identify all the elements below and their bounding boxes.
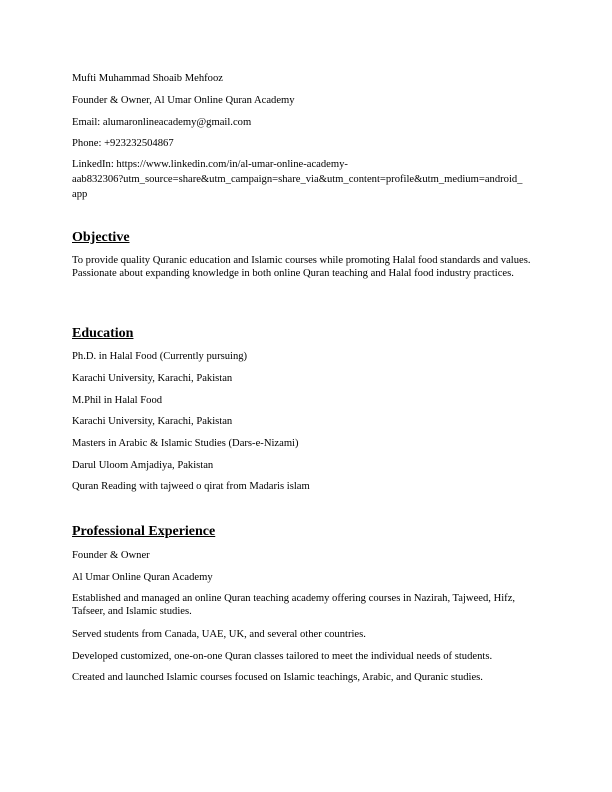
objective-text: To provide quality Quranic education and Islamic courses while promoting Halal food standards and values. Passionate about expanding knowledge in both online Quran teaching and Halal food industry practices. [72,255,531,279]
experience-role: Founder & Owner [72,550,150,561]
contact-linkedin-line-1: LinkedIn: https://www.linkedin.com/in/al-umar-online-academy- [72,159,348,170]
experience-heading: Professional Experience [72,524,216,539]
education-item: Darul Uloom Amjadiya, Pakistan [72,460,214,471]
contact-linkedin-line-2: aab832306?utm_source=share&utm_campaign=share_via&utm_content=profile&utm_medium=android_ [72,174,523,185]
education-item: M.Phil in Halal Food [72,395,163,406]
experience-item: Developed customized, one-on-one Quran classes tailored to meet the individual needs of students. [72,651,493,662]
contact-linkedin-line-3: app [72,189,88,200]
education-item: Masters in Arabic & Islamic Studies (Dars-e-Nizami) [72,438,299,449]
education-item: Karachi University, Karachi, Pakistan [72,373,233,384]
experience-organization: Al Umar Online Quran Academy [72,572,213,583]
contact-phone: Phone: +923232504867 [72,138,174,149]
education-item: Ph.D. in Halal Food (Currently pursuing) [72,351,248,362]
education-item: Karachi University, Karachi, Pakistan [72,416,233,427]
experience-item: Served students from Canada, UAE, UK, and several other countries. [72,629,366,640]
education-item: Quran Reading with tajweed o qirat from Madaris islam [72,481,310,492]
experience-item: Created and launched Islamic courses focused on Islamic teachings, Arabic, and Quranic studies. [72,672,483,683]
objective-heading: Objective [72,230,130,245]
experience-item: Established and managed an online Quran teaching academy offering courses in Nazirah, Tajweed, Hifz, Tafseer, and Islamic studies. [72,593,516,617]
contact-email: Email: alumaronlineacademy@gmail.com [72,117,252,128]
contact-name: Mufti Muhammad Shoaib Mehfooz [72,73,223,84]
contact-title: Founder & Owner, Al Umar Online Quran Academy [72,95,295,106]
education-heading: Education [72,326,134,341]
